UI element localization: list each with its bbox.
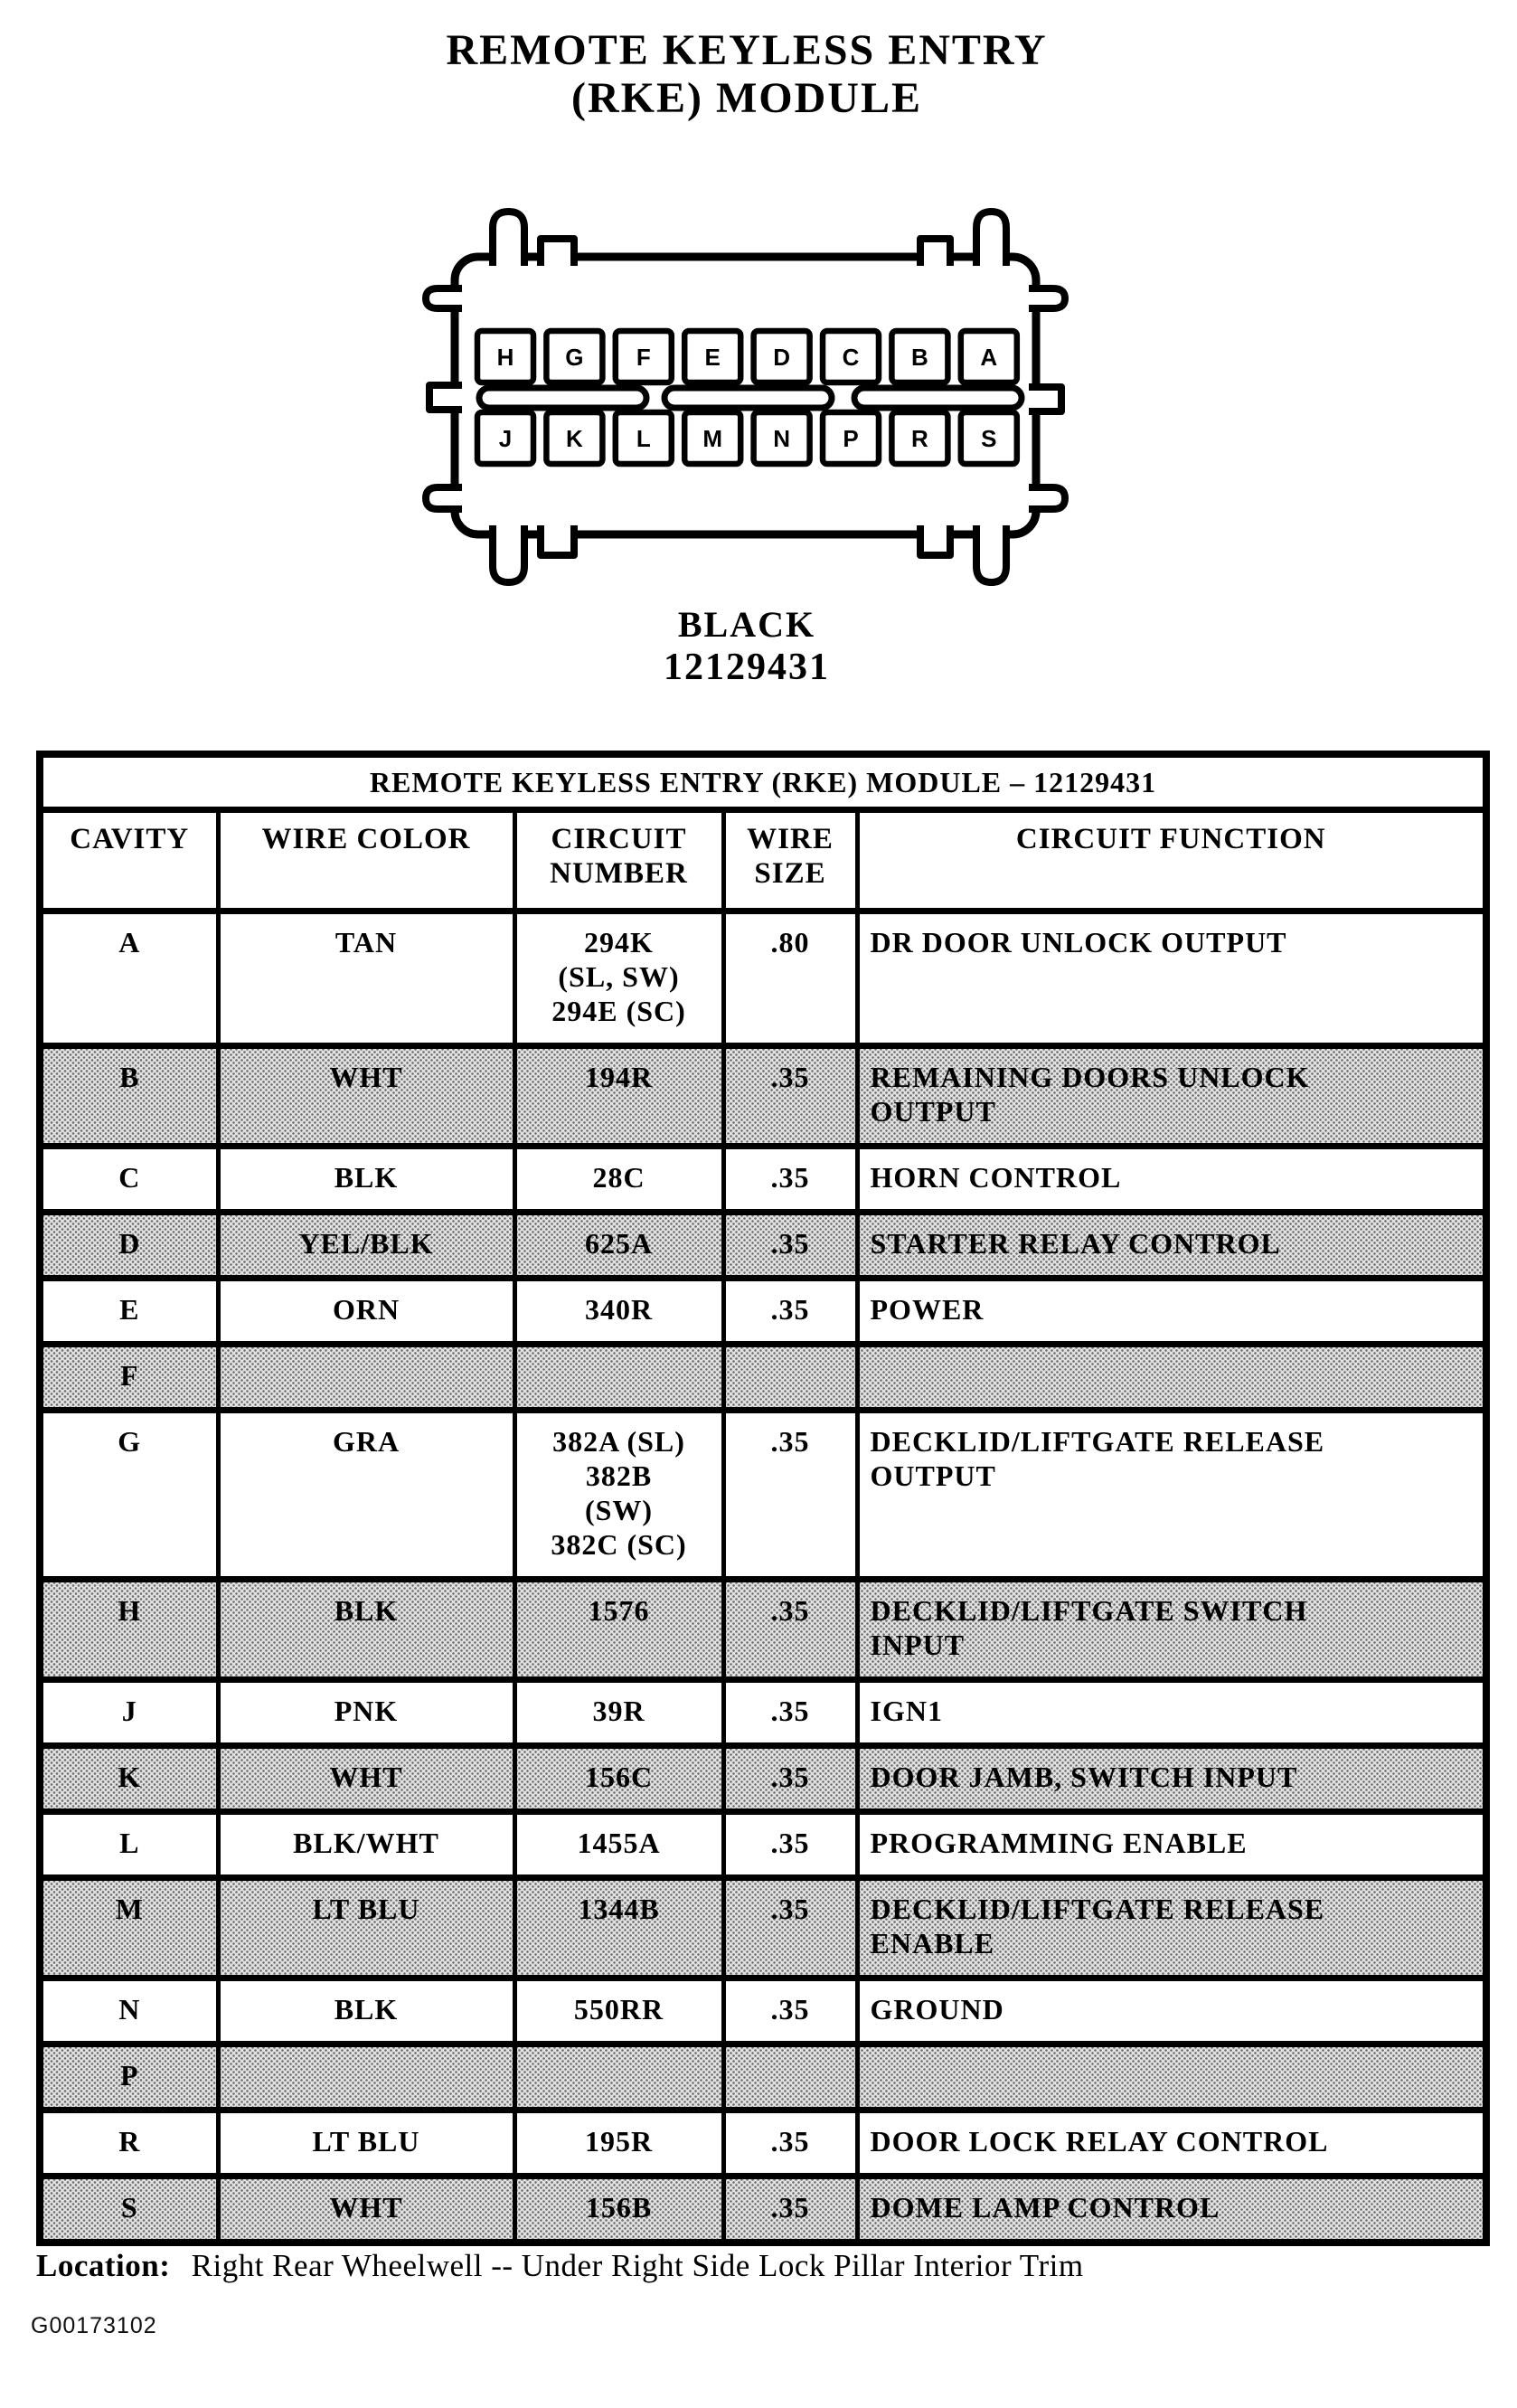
connector-pin-label: L [636, 425, 651, 452]
connector-pin-P [823, 412, 879, 464]
circuit-function-cell [857, 1580, 1486, 1680]
cavity-cell: M [40, 1878, 218, 1978]
circuit-number-cell [514, 1878, 723, 1978]
connector-bottom-left-tab [541, 525, 574, 555]
circuit-number-cell-line: 1576 [588, 1594, 650, 1627]
wire-color-cell: BLK/WHT [218, 1812, 514, 1878]
circuit-function-cell-line: GROUND [870, 1993, 1004, 2026]
circuit-number-cell [514, 2044, 723, 2111]
wire-size-cell: .35 [723, 1978, 857, 2044]
wire-color-cell [218, 2044, 514, 2111]
connector-bottom-right-tab [920, 525, 950, 555]
connector-pin-label: F [636, 344, 651, 371]
wire-color-cell: WHT [218, 1746, 514, 1812]
cavity-cell: R [40, 2111, 218, 2177]
header-wire-color: WIRE COLOR [218, 810, 514, 911]
cavity-cell: F [40, 1345, 218, 1411]
circuit-number-cell-line: 294K [584, 926, 654, 958]
connector-key-slot-3 [854, 388, 1022, 408]
table-row-cavity-H [40, 1580, 1486, 1680]
circuit-function-cell-line: DOME LAMP CONTROL [870, 2191, 1220, 2224]
connector-top-right-tab [920, 239, 950, 266]
wire-size-cell: .35 [723, 1046, 857, 1147]
table-row-cavity-A [40, 911, 1486, 1046]
circuit-function-cell [857, 2177, 1486, 2243]
connector-pin-label: D [773, 344, 790, 371]
table-row-cavity-J [40, 1680, 1486, 1746]
table-row-cavity-L [40, 1812, 1486, 1878]
circuit-function-cell-line: PROGRAMMING ENABLE [870, 1827, 1248, 1859]
table-row-cavity-F [40, 1345, 1486, 1411]
circuit-function-cell [857, 1046, 1486, 1147]
connector-pin-label: J [498, 425, 513, 452]
rke-connector-diagram [414, 204, 1088, 593]
wire-size-cell: .35 [723, 1580, 857, 1680]
connector-top-left-prong [493, 212, 524, 266]
cavity-cell: G [40, 1411, 218, 1580]
connector-pin-label: K [566, 425, 583, 452]
table-row-cavity-C [40, 1147, 1486, 1213]
connector-pin-label: B [911, 344, 928, 371]
wire-size-cell: .35 [723, 1147, 857, 1213]
circuit-number-cell [514, 1345, 723, 1411]
circuit-number-cell-line: 382B [585, 1459, 653, 1492]
circuit-function-cell-line: INPUT [870, 1629, 966, 1661]
circuit-function-cell-line: DECKLID/LIFTGATE RELEASE [870, 1425, 1325, 1458]
connector-top-right-prong [976, 212, 1006, 266]
table-row-cavity-M [40, 1878, 1486, 1978]
table-title: REMOTE KEYLESS ENTRY (RKE) MODULE – 12129431 [40, 754, 1486, 810]
table-row-cavity-P [40, 2044, 1486, 2111]
circuit-number-cell-line: 156C [584, 1761, 654, 1793]
connector-left-upper-tab [426, 288, 462, 308]
connector-pin-M [684, 412, 740, 464]
circuit-number-cell [514, 2111, 723, 2177]
connector-left-middle-tab [429, 385, 462, 410]
circuit-number-cell-line: 1455A [577, 1827, 661, 1859]
circuit-number-cell-line: (SL, SW) [558, 960, 680, 993]
header-circuit-number: CIRCUIT NUMBER [514, 810, 723, 911]
connector-right-upper-tab [1029, 288, 1065, 308]
circuit-function-cell-line: POWER [870, 1293, 985, 1326]
table-row-cavity-E [40, 1279, 1486, 1345]
wire-color-cell: BLK [218, 1580, 514, 1680]
circuit-function-cell-line: STARTER RELAY CONTROL [870, 1227, 1281, 1260]
header-wire-size: WIRE SIZE [723, 810, 857, 911]
circuit-number-cell-line: 194R [584, 1061, 654, 1093]
wire-color-cell: WHT [218, 1046, 514, 1147]
circuit-number-cell-line: 550RR [573, 1993, 664, 2026]
circuit-number-cell [514, 1580, 723, 1680]
circuit-number-cell [514, 1812, 723, 1878]
header-circuit-function: CIRCUIT FUNCTION [857, 810, 1486, 911]
connector-pin-R [891, 412, 947, 464]
wire-color-cell: ORN [218, 1279, 514, 1345]
cavity-cell: K [40, 1746, 218, 1812]
wire-size-cell: .35 [723, 1746, 857, 1812]
circuit-number-cell-line: 382A (SL) [552, 1425, 685, 1458]
table-row-cavity-G [40, 1411, 1486, 1580]
circuit-number-cell [514, 1746, 723, 1812]
connector-pin-label: C [842, 344, 860, 371]
circuit-function-cell-line: OUTPUT [870, 1459, 996, 1492]
page-title-line2: (RKE) MODULE [571, 73, 922, 122]
connector-right-middle-tab [1029, 387, 1061, 411]
connector-pin-D [754, 331, 810, 382]
wire-size-cell: .35 [723, 2177, 857, 2243]
connector-part-number: 12129431 [664, 647, 830, 688]
wire-color-cell: LT BLU [218, 2111, 514, 2177]
wire-size-cell: .35 [723, 1680, 857, 1746]
circuit-function-cell [857, 1878, 1486, 1978]
wire-color-cell: YEL/BLK [218, 1213, 514, 1279]
wire-color-cell: LT BLU [218, 1878, 514, 1978]
table-header-row [40, 810, 1486, 911]
circuit-function-cell-line: DOOR JAMB, SWITCH INPUT [870, 1761, 1298, 1793]
circuit-function-cell [857, 1345, 1486, 1411]
connector-pin-K [546, 412, 602, 464]
cavity-cell: H [40, 1580, 218, 1680]
circuit-number-cell [514, 1680, 723, 1746]
page-title-line1: REMOTE KEYLESS ENTRY [446, 26, 1048, 74]
table-row-cavity-R [40, 2111, 1486, 2177]
circuit-function-cell [857, 1812, 1486, 1878]
cavity-cell: E [40, 1279, 218, 1345]
circuit-number-cell-line: 1344B [578, 1893, 660, 1925]
circuit-number-cell-line: 28C [592, 1161, 645, 1194]
circuit-function-cell-line: DECKLID/LIFTGATE RELEASE [870, 1893, 1325, 1925]
circuit-function-cell-line: DECKLID/LIFTGATE SWITCH [870, 1594, 1308, 1627]
circuit-function-cell-line: DOOR LOCK RELAY CONTROL [870, 2125, 1329, 2158]
circuit-function-cell [857, 1978, 1486, 2044]
location-label: Location: [36, 2248, 171, 2283]
wire-size-cell: .35 [723, 1213, 857, 1279]
connector-pin-G [546, 331, 602, 382]
circuit-number-cell [514, 1046, 723, 1147]
connector-pin-J [477, 412, 533, 464]
connector-pin-label: R [911, 425, 928, 452]
table-row-cavity-K [40, 1746, 1486, 1812]
circuit-number-cell-line: 39R [592, 1695, 645, 1727]
connector-pin-label: E [704, 344, 721, 371]
wire-size-cell: .35 [723, 1279, 857, 1345]
pinout-table [36, 751, 1490, 2246]
circuit-number-cell [514, 1978, 723, 2044]
circuit-function-cell-line: REMAINING DOORS UNLOCK [870, 1061, 1310, 1093]
circuit-function-cell-line: HORN CONTROL [870, 1161, 1122, 1194]
connector-diagram-area [414, 204, 1088, 598]
circuit-number-cell [514, 1279, 723, 1345]
circuit-number-cell-line: 340R [584, 1293, 654, 1326]
wire-color-cell [218, 1345, 514, 1411]
connector-pin-label: G [565, 344, 584, 371]
connector-left-lower-tab [426, 487, 462, 509]
connector-pin-E [684, 331, 740, 382]
circuit-number-cell [514, 911, 723, 1046]
header-cavity: CAVITY [40, 810, 218, 911]
wire-color-cell: BLK [218, 1978, 514, 2044]
connector-pin-label: N [773, 425, 790, 452]
wire-color-cell: TAN [218, 911, 514, 1046]
location-line [36, 2248, 1492, 2284]
cavity-cell: S [40, 2177, 218, 2243]
table-row-cavity-N [40, 1978, 1486, 2044]
connector-pin-label: A [980, 344, 998, 371]
connector-pin-label: M [702, 425, 723, 452]
table-row-cavity-S [40, 2177, 1486, 2243]
cavity-cell: C [40, 1147, 218, 1213]
wire-color-cell: BLK [218, 1147, 514, 1213]
circuit-function-cell-line: IGN1 [870, 1695, 943, 1727]
circuit-function-cell [857, 2044, 1486, 2111]
wire-size-cell [723, 1345, 857, 1411]
circuit-number-cell-line: 156B [585, 2191, 653, 2224]
wire-color-cell: GRA [218, 1411, 514, 1580]
circuit-number-cell-line: (SW) [584, 1494, 654, 1526]
cavity-cell: N [40, 1978, 218, 2044]
connector-pin-H [477, 331, 533, 382]
circuit-number-cell-line: 195R [584, 2125, 654, 2158]
table-row-cavity-B [40, 1046, 1486, 1147]
cavity-cell: P [40, 2044, 218, 2111]
circuit-function-cell [857, 1279, 1486, 1345]
connector-pin-label: H [496, 344, 514, 371]
connector-pin-F [616, 331, 672, 382]
connector-pin-A [961, 331, 1017, 382]
connector-pin-label: P [843, 425, 859, 452]
circuit-number-cell [514, 1411, 723, 1580]
circuit-function-cell [857, 2111, 1486, 2177]
connector-top-left-tab [541, 239, 574, 266]
wire-size-cell: .35 [723, 2111, 857, 2177]
circuit-function-cell-line: ENABLE [870, 1927, 995, 1959]
wire-size-cell: .80 [723, 911, 857, 1046]
connector-pin-label: S [981, 425, 997, 452]
circuit-number-cell-line: 625A [584, 1227, 654, 1260]
connector-pin-B [891, 331, 947, 382]
circuit-function-cell [857, 1680, 1486, 1746]
circuit-function-cell [857, 1746, 1486, 1812]
wire-color-cell: PNK [218, 1680, 514, 1746]
circuit-number-cell-line: 382C (SC) [551, 1528, 687, 1561]
connector-key-slot-1 [479, 388, 646, 408]
circuit-number-cell-line: 294E (SC) [551, 995, 686, 1027]
circuit-number-cell [514, 1147, 723, 1213]
circuit-number-cell [514, 1213, 723, 1279]
table-title-row [40, 754, 1486, 810]
circuit-function-cell [857, 1411, 1486, 1580]
connector-pin-N [754, 412, 810, 464]
connector-key-slot-2 [664, 388, 832, 408]
wire-size-cell: .35 [723, 1411, 857, 1580]
wire-size-cell: .35 [723, 1812, 857, 1878]
table-row-cavity-D [40, 1213, 1486, 1279]
circuit-function-cell [857, 1147, 1486, 1213]
wire-size-cell [723, 2044, 857, 2111]
circuit-function-cell-line: OUTPUT [870, 1095, 996, 1128]
cavity-cell: A [40, 911, 218, 1046]
cavity-cell: L [40, 1812, 218, 1878]
circuit-function-cell-line: DR DOOR UNLOCK OUTPUT [870, 926, 1287, 958]
location-text: Right Rear Wheelwell -- Under Right Side Lock Pillar Interior Trim [191, 2248, 1084, 2283]
connector-right-lower-tab [1029, 487, 1065, 509]
cavity-cell: D [40, 1213, 218, 1279]
connector-bottom-right-prong [976, 525, 1006, 582]
connector-pin-C [823, 331, 879, 382]
connector-caption [0, 604, 1493, 689]
page-title [0, 27, 1493, 123]
circuit-function-cell [857, 911, 1486, 1046]
connector-color-label: BLACK [677, 604, 816, 645]
connector-bottom-left-prong [493, 525, 524, 582]
circuit-number-cell [514, 2177, 723, 2243]
wire-color-cell: WHT [218, 2177, 514, 2243]
cavity-cell: J [40, 1680, 218, 1746]
cavity-cell: B [40, 1046, 218, 1147]
connector-pin-L [616, 412, 672, 464]
wire-size-cell: .35 [723, 1878, 857, 1978]
connector-pin-S [961, 412, 1017, 464]
circuit-function-cell [857, 1213, 1486, 1279]
document-number: G00173102 [31, 2313, 157, 2338]
